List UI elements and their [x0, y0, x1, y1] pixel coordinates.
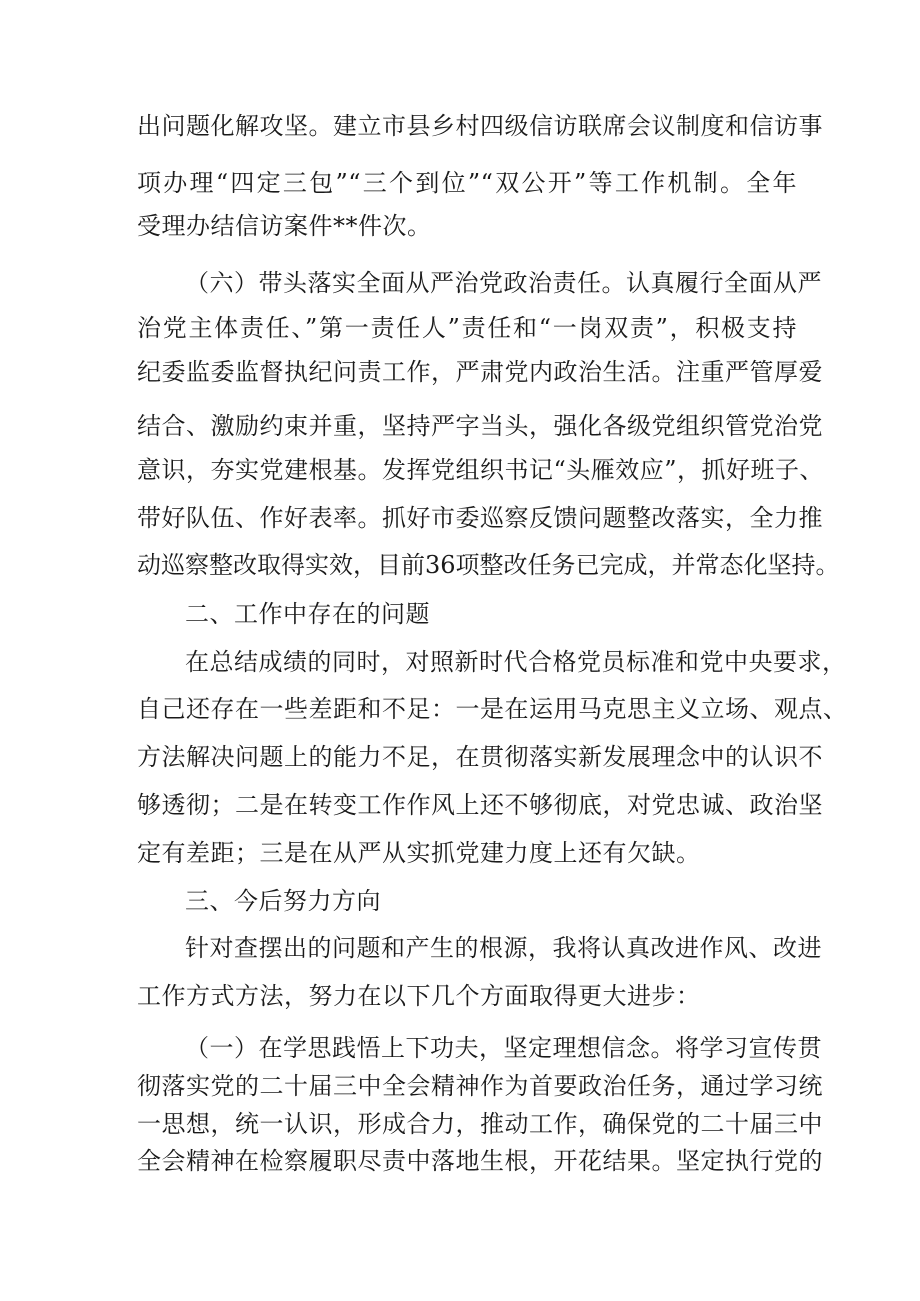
- paragraph-line: 彻落实党的二十届三中全会精神作为首要政治任务，通过学习统: [137, 1072, 823, 1100]
- section-heading-line: （六）带头落实全面从严治党政治责任。认真履行全面从严: [185, 269, 822, 297]
- section-heading: 二、工作中存在的问题: [185, 600, 430, 628]
- section-heading: 三、今后努力方向: [185, 887, 381, 915]
- paragraph-line: 方法解决问题上的能力不足，在贯彻落实新发展理念中的认识不: [137, 743, 823, 771]
- paragraph-line: 全会精神在检察履职尽责中落地生根，开花结果。坚定执行党的: [137, 1147, 823, 1175]
- paragraph-line: 受理办结信访案件**件次。: [137, 212, 432, 240]
- paragraph-line: 工作方式方法，努力在以下几个方面取得更大进步：: [137, 982, 701, 1010]
- paragraph-line: 结合、激励约束并重，坚持严字当头，强化各级党组织管党治党: [137, 412, 823, 440]
- paragraph-line: 项办理“四定三包”“三个到位”“双公开”等工作机制。全年: [137, 169, 797, 197]
- paragraph-line: 在总结成绩的同时，对照新时代合格党员标准和党中央要求，: [185, 648, 847, 676]
- paragraph-line: （一）在学思践悟上下功夫，坚定理想信念。将学习宣传贯: [185, 1034, 822, 1062]
- paragraph-line: 动巡察整改取得实效，目前36项整改任务已完成，并常态化坚持。: [137, 551, 840, 579]
- paragraph-line: 自己还存在一些差距和不足：一是在运用马克思主义立场、观点、: [137, 695, 848, 723]
- paragraph-line: 定有差距；三是在从严从实抓党建力度上还有欠缺。: [137, 839, 701, 867]
- paragraph-line: 带好队伍、作好表率。抓好市委巡察反馈问题整改落实，全力推: [137, 504, 823, 532]
- paragraph-line: 一思想，统一认识，形成合力，推动工作，确保党的二十届三中: [137, 1110, 823, 1138]
- paragraph-line: 意识，夯实党建根基。发挥党组织书记“头雁效应”，抓好班子、: [137, 456, 825, 484]
- paragraph-line: 治党主体责任、”第一责任人”责任和“一岗双责”，积极支持: [137, 314, 797, 342]
- paragraph-line: 纪委监委监督执纪问责工作，严肃党内政治生活。注重严管厚爱: [137, 358, 823, 386]
- paragraph-line: 针对查摆出的问题和产生的根源，我将认真改进作风、改进: [185, 934, 822, 962]
- paragraph-line: 出问题化解攻坚。建立市县乡村四级信访联席会议制度和信访事: [137, 112, 823, 140]
- paragraph-line: 够透彻；二是在转变工作作风上还不够彻底，对党忠诚、政治坚: [137, 791, 823, 819]
